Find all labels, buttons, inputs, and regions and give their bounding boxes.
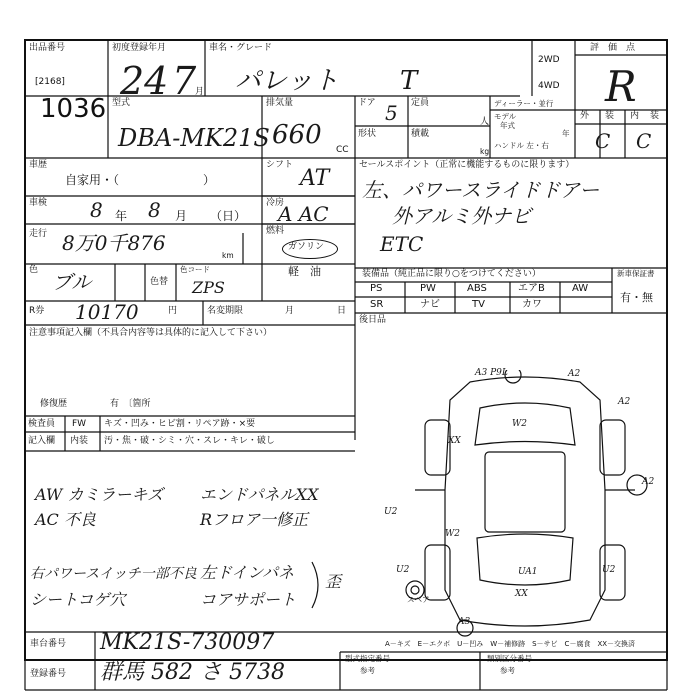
car-name: パレット — [235, 66, 339, 96]
damage-legend: A－キズ E－エクボ U－凹み W－補修跡 S－サビ C－腐食 XX－交換済 — [385, 640, 636, 648]
sales-points-label: セールスポイント（正常に機能するものに限ります） — [359, 160, 575, 170]
inspector-label-1: 検査員 — [28, 419, 56, 429]
sales-point-1: 左、パワースライドドアー — [362, 178, 600, 202]
notes-label: 注意事項記入欄（不具合内容等は具体的に記入して下さい） — [29, 328, 273, 338]
note-1b: エンドパネルXX — [200, 485, 319, 504]
year-unit: 年 — [562, 129, 570, 138]
color-code-label: 色コード — [180, 265, 210, 274]
equip-navi: ナビ — [420, 299, 440, 310]
interior3-label: 装 — [650, 111, 660, 121]
model-label: 型式 — [112, 98, 131, 108]
insp-year: 8 — [90, 198, 103, 222]
retrofit-label: 後日品 — [359, 315, 387, 325]
cooler-value: A AC — [278, 202, 329, 226]
year-label: 年式 — [500, 121, 515, 130]
fw-label: FW — [72, 419, 87, 429]
first-reg-label: 初度登録年月 — [112, 43, 167, 53]
r-unit: 円 — [168, 306, 178, 316]
exterior-score: C — [595, 129, 611, 153]
reg-value: 群馬 582 さ 5738 — [100, 660, 285, 685]
name-change-day: 日 — [337, 306, 347, 316]
insp-day-unit: （日） — [210, 209, 247, 223]
shape-label: 形状 — [358, 129, 377, 139]
color-code-value: ZPS — [192, 278, 225, 297]
car-diagram — [395, 370, 655, 640]
color-change-label: 色替 — [150, 277, 169, 287]
name-change-label: 名変期限 — [207, 306, 244, 316]
person-unit: 人 — [480, 117, 490, 127]
bracket-mark — [308, 560, 328, 610]
equip-sr: SR — [370, 299, 384, 310]
dealer-label: ディーラー・並行 — [494, 99, 554, 108]
mark-left-door-w2: W2 — [445, 529, 460, 539]
equipment-label: 装備品（純正品に限り○をつけてください） — [362, 269, 541, 279]
exterior-label: 外 — [580, 111, 590, 121]
handle-label: ハンドル 左・右 — [494, 141, 549, 150]
note-1a: AW カミラーキズ — [35, 485, 164, 504]
interior2-label: 内 — [630, 111, 640, 121]
equip-aw: AW — [572, 283, 589, 294]
mark-rear-a3: A3 — [458, 617, 471, 627]
lot-number: 1036 — [40, 94, 107, 124]
history-value: 自家用・（ ） — [65, 173, 216, 187]
inspection-label: 車検 — [29, 198, 48, 208]
mark-left-rear-u2: U2 — [396, 565, 410, 575]
note-2a: AC 不良 — [35, 510, 96, 529]
r-label: R券 — [29, 306, 45, 316]
equip-pw: PW — [420, 283, 436, 294]
mileage-label: 走行 — [29, 229, 48, 239]
fuel-gasoline: ガソリン — [288, 242, 325, 252]
load-label: 積載 — [411, 129, 430, 139]
interior-score: C — [636, 129, 652, 153]
shift-value: AT — [300, 166, 330, 191]
fuel-light-oil: 軽 油 — [288, 265, 321, 278]
equip-airbag: エアB — [518, 283, 545, 294]
kg-unit: kg — [480, 147, 490, 156]
note-3c: 歪 — [325, 572, 342, 591]
class-number-ref: 参考 — [500, 666, 515, 675]
chassis-value: MK21S-730097 — [100, 630, 275, 655]
interior-label: 装 — [605, 111, 615, 121]
month-unit: 月 — [195, 87, 205, 97]
equip-abs: ABS — [467, 283, 487, 294]
drive-2wd: 2WD — [538, 55, 560, 65]
spare-label: スペア — [407, 595, 430, 604]
insp-month: 8 — [148, 198, 161, 222]
interior-inspect-items: 汚・焦・破・シミ・穴・スレ・キレ・破し — [104, 436, 275, 446]
mark-front-a3: A3 P9L — [475, 368, 508, 378]
cc-unit: CC — [336, 145, 349, 155]
first-reg-month: 7 — [172, 59, 197, 103]
cooler-label: 冷房 — [266, 198, 285, 208]
color-value: ブル — [52, 270, 92, 294]
fw-items: キズ・凹み・ヒビ割・リペア跡・×要 — [104, 419, 256, 429]
lot-label: 出品番号 — [29, 43, 66, 53]
name-grade-label: 車名・グレード — [209, 43, 273, 53]
mark-rear-xx: XX — [515, 589, 528, 599]
mark-right-side-a2: A2 — [642, 477, 655, 487]
inspector-label-2: 記入欄 — [28, 436, 56, 446]
equip-leather: カワ — [522, 299, 542, 310]
mark-front-right-a2: A2 — [568, 369, 581, 379]
note-4b: コアサポート — [200, 590, 297, 609]
reg-label: 登録番号 — [30, 669, 67, 679]
form-number-label: 型式指定番号 — [345, 654, 390, 663]
mark-right-rear-u2: U2 — [602, 565, 616, 575]
repair-label: 修復歴 — [40, 399, 68, 409]
chassis-label: 車台番号 — [30, 639, 67, 649]
mark-hood-w2: W2 — [512, 419, 527, 429]
doors-value: 5 — [385, 101, 398, 125]
class-number-label: 類別区分番号 — [487, 654, 532, 663]
mileage-unit: km — [222, 251, 234, 260]
displacement-value: 660 — [272, 120, 322, 150]
name-change-month: 月 — [285, 306, 295, 316]
form-number-ref: 参考 — [360, 666, 375, 675]
lot-code: [2168] — [35, 77, 65, 87]
fuel-label: 燃料 — [266, 226, 285, 236]
new-car-warranty-value: 有・無 — [620, 291, 653, 304]
shift-label: シフト — [266, 160, 294, 170]
score-value: R — [605, 62, 637, 111]
color-label: 色 — [29, 265, 39, 275]
repair-value: 有 〔箇所 — [110, 399, 151, 409]
mark-left-front-xx: XX — [448, 436, 461, 446]
grade: T — [400, 66, 418, 96]
mark-rear-ua1: UA1 — [518, 567, 538, 577]
model-value: DBA-MK21S — [118, 124, 270, 152]
mileage-value: 8万0千876 — [62, 231, 166, 255]
mark-left-side-u2: U2 — [384, 507, 398, 517]
doors-label: ドア — [358, 98, 376, 108]
r-value: 10170 — [75, 300, 139, 324]
insp-month-unit: 月 — [175, 209, 188, 223]
drive-4wd: 4WD — [538, 81, 560, 91]
new-car-warranty-label: 新車保証書 — [617, 269, 655, 278]
history-label: 車歴 — [29, 160, 48, 170]
sales-point-2: 外アルミ外ナビ — [392, 204, 532, 228]
note-2b: Rフロア一修正 — [200, 510, 309, 529]
note-3b: 左ドインパネ — [200, 563, 295, 582]
note-4a: シートコゲ穴 — [30, 590, 126, 609]
note-3a: 右パワースイッチ一部不良 — [30, 566, 197, 582]
model-year-label: モデル — [494, 112, 517, 121]
first-reg-year: 24 — [120, 59, 169, 103]
equip-ps: PS — [370, 283, 383, 294]
displacement-label: 排気量 — [266, 98, 294, 108]
insp-year-unit: 年 — [115, 209, 128, 223]
interior-inspect-label: 内装 — [70, 436, 89, 446]
mark-right-front-a2: A2 — [618, 397, 631, 407]
sales-point-3: ETC — [380, 232, 424, 256]
score-label: 評 価 点 — [590, 43, 636, 53]
equip-tv: TV — [472, 299, 485, 310]
capacity-label: 定員 — [411, 98, 430, 108]
